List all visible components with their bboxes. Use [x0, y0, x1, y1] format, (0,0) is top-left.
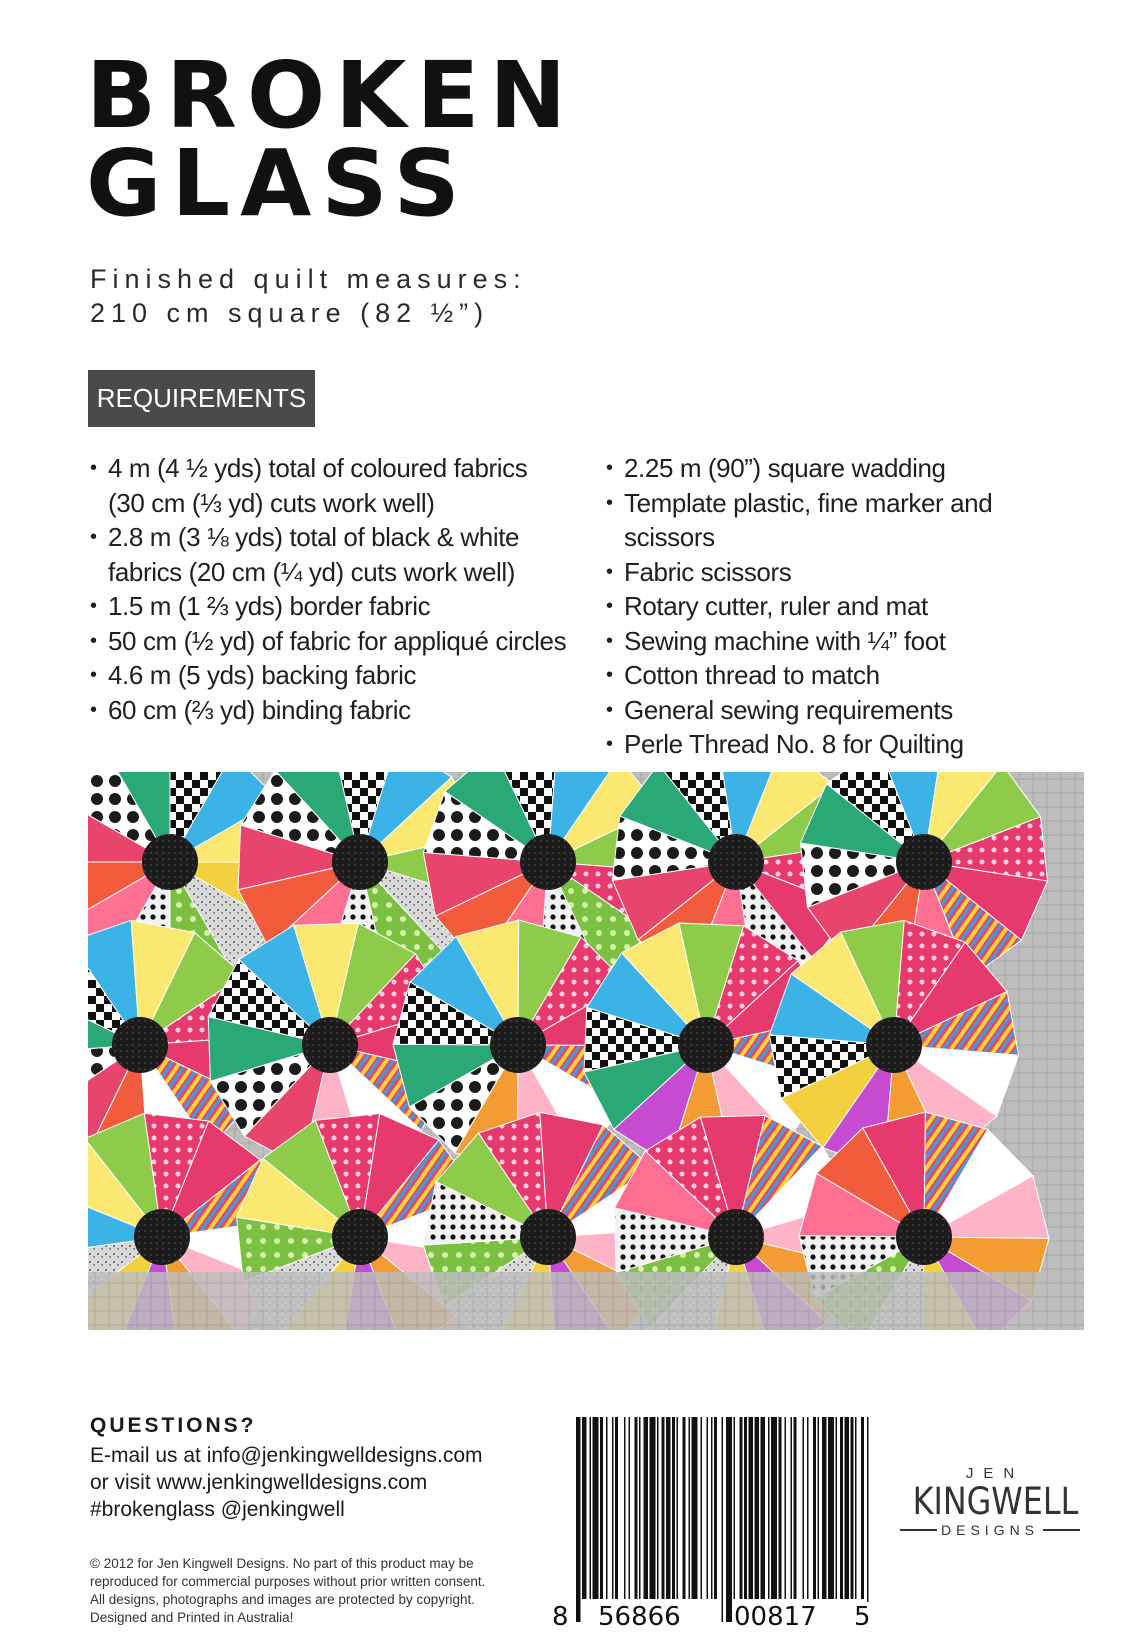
- requirement-right-item-text: • Sewing machine with ¼” foot: [624, 625, 946, 656]
- copyright-line-4: Designed and Printed in Australia!: [90, 1610, 294, 1625]
- requirement-right-item: [606, 624, 1086, 659]
- barcode-bar: [828, 1417, 834, 1599]
- pattern-title: [86, 42, 577, 237]
- barcode-bar: [818, 1417, 820, 1599]
- barcode-bar: [761, 1417, 766, 1599]
- barcode-bar: [714, 1417, 717, 1599]
- barcode-bar: [692, 1417, 698, 1599]
- logo-rule-right: [1043, 1529, 1080, 1531]
- barcode-bar: [666, 1417, 671, 1599]
- requirements-list-left: [90, 451, 570, 727]
- barcode-bar: [701, 1417, 703, 1599]
- barcode-bar: [768, 1417, 770, 1599]
- applique-circle: [332, 1209, 388, 1265]
- requirement-left-item-text: • 2.8 m (3 ⅛ yds) total of black & white: [108, 522, 520, 552]
- requirement-left-item-text: • 60 cm (⅔ yd) binding fabric: [108, 694, 411, 725]
- barcode-bar: [590, 1417, 592, 1599]
- finished-size-line-1: Finished quilt measures:: [90, 264, 527, 294]
- barcode-digit-last: 5: [854, 1602, 871, 1632]
- copyright-notice: [90, 1555, 550, 1627]
- barcode-bar: [807, 1417, 809, 1599]
- finished-size-line-2: 210 cm square (82 ½”): [90, 298, 490, 328]
- quilt-border-band: [88, 1272, 1084, 1330]
- finished-size: [90, 262, 527, 330]
- barcode-bar: [612, 1417, 614, 1599]
- requirement-left-item-text: • 1.5 m (1 ⅔ yds) border fabric: [108, 591, 431, 621]
- requirement-right-item: [606, 451, 1086, 486]
- applique-circle: [896, 1209, 952, 1265]
- logo-designs: DESIGNS: [941, 1522, 1040, 1538]
- barcode-bar: [836, 1417, 838, 1599]
- applique-circle: [134, 1209, 190, 1265]
- requirement-right-item: [606, 693, 1086, 728]
- barcode-bar: [867, 1417, 869, 1622]
- applique-circle: [708, 1209, 764, 1265]
- title-line-1: BROKEN: [86, 42, 577, 149]
- applique-circle: [896, 834, 952, 890]
- requirement-left-item-text: • 50 cm (½ yd) of fabric for appliqué circles: [108, 625, 567, 656]
- copyright-line-1: © 2012 for Jen Kingwell Designs. No part of this product may be: [90, 1556, 474, 1571]
- barcode-bar: [683, 1417, 686, 1599]
- barcode-bar: [855, 1417, 857, 1599]
- contact-email[interactable]: E-mail us at info@jenkingwelldesigns.com: [90, 1444, 483, 1467]
- barcode-bar: [791, 1417, 793, 1599]
- barcode-bar: [600, 1417, 603, 1599]
- requirement-right-item-text: • Rotary cutter, ruler and mat: [624, 591, 928, 621]
- barcode-bar: [689, 1417, 691, 1599]
- barcode-bar: [845, 1417, 850, 1599]
- applique-circle: [112, 1017, 168, 1073]
- barcode-bar: [677, 1417, 679, 1599]
- applique-circle: [302, 1017, 358, 1073]
- requirement-left-item: [90, 693, 570, 728]
- barcode-bar: [822, 1417, 827, 1599]
- requirement-right-item-text: • Template plastic, fine marker and scissors: [624, 487, 993, 552]
- requirement-left-item: [90, 589, 570, 624]
- barcode-bar: [744, 1417, 747, 1599]
- applique-circle: [520, 834, 576, 890]
- contact-social: #brokenglass @jenkingwell: [90, 1498, 345, 1521]
- requirement-right-item-text: • 2.25 m (90”) square wadding: [624, 453, 946, 483]
- requirement-right-item: [606, 555, 1086, 590]
- copyright-line-3: All designs, photographs and images are protected by copyright.: [90, 1592, 475, 1607]
- barcode-bar: [861, 1417, 864, 1599]
- requirement-right-item: [606, 486, 1086, 555]
- copyright-line-2: reproduced for commercial purposes without prior written consent.: [90, 1574, 486, 1589]
- brand-logo: [900, 1465, 1080, 1538]
- contact-website[interactable]: or visit www.jenkingwelldesigns.com: [90, 1471, 428, 1494]
- barcode-bar: [615, 1417, 618, 1599]
- requirement-left-item-text: • 4.6 m (5 yds) backing fabric: [108, 660, 417, 690]
- requirement-left-item-text: • 4 m (4 ½ yds) total of coloured fabrics: [108, 453, 528, 483]
- logo-rule-left: [900, 1529, 937, 1531]
- barcode-bar: [606, 1417, 608, 1599]
- requirement-right-item: [606, 658, 1086, 693]
- applique-circle: [520, 1209, 576, 1265]
- applique-circle: [678, 1017, 734, 1073]
- requirement-left-item-text-cont: fabrics (20 cm (¼ yd) cuts work well): [108, 556, 516, 587]
- logo-designs-row: [900, 1522, 1080, 1538]
- barcode-bar: [582, 1417, 587, 1599]
- requirement-right-item-text: • Fabric scissors: [624, 556, 792, 587]
- barcode-bar: [726, 1417, 732, 1622]
- requirement-left-item: [90, 520, 570, 589]
- barcode-bar: [779, 1417, 782, 1599]
- questions-heading: QUESTIONS?: [90, 1414, 257, 1437]
- requirement-right-item-text: • General sewing requirements: [624, 694, 953, 725]
- barcode-bar: [794, 1417, 797, 1599]
- title-line-2: GLASS: [86, 130, 470, 237]
- barcode-digits-right: 00817: [734, 1602, 817, 1632]
- requirement-right-item-text: • Perle Thread No. 8 for Quilting: [624, 729, 964, 759]
- barcode-bar: [624, 1417, 626, 1599]
- barcode-bar: [644, 1417, 649, 1599]
- barcode-number: [552, 1602, 874, 1636]
- requirements-heading: REQUIREMENTS: [88, 370, 315, 427]
- applique-circle: [708, 834, 764, 890]
- barcode-bar: [593, 1417, 599, 1599]
- applique-circle: [332, 834, 388, 890]
- barcode-bar: [803, 1417, 805, 1599]
- barcode-bar: [707, 1417, 709, 1599]
- barcode-bar: [629, 1417, 631, 1599]
- barcode-bar: [734, 1417, 736, 1599]
- barcode-bar: [740, 1417, 743, 1599]
- barcode-bar: [639, 1417, 641, 1599]
- requirement-right-item-text: • Cotton thread to match: [624, 660, 880, 690]
- requirement-left-item: [90, 451, 570, 520]
- requirement-left-item-text-cont: (30 cm (⅓ yd) cuts work well): [108, 487, 435, 518]
- quilt-illustration: [88, 772, 1084, 1330]
- barcode-digits-left: 56866: [598, 1602, 681, 1632]
- barcode: [574, 1417, 874, 1622]
- barcode-bar: [785, 1417, 787, 1599]
- barcode-bar: [851, 1417, 854, 1599]
- barcode-bar: [657, 1417, 659, 1599]
- applique-circle: [866, 1017, 922, 1073]
- logo-kingwell: KINGWELL: [912, 1480, 1079, 1523]
- contact-info: [90, 1442, 483, 1523]
- barcode-bar: [755, 1417, 760, 1599]
- barcode-bar: [635, 1417, 638, 1599]
- barcode-bar: [840, 1417, 843, 1599]
- applique-circle: [142, 834, 198, 890]
- logo-jen: JEN: [965, 1465, 1025, 1482]
- barcode-bar: [749, 1417, 754, 1599]
- requirement-left-item: [90, 624, 570, 659]
- barcode-bar: [722, 1417, 724, 1622]
- barcode-bar: [771, 1417, 777, 1599]
- requirement-right-item: [606, 589, 1086, 624]
- barcode-bar: [650, 1417, 656, 1599]
- barcode-bar: [711, 1417, 713, 1599]
- applique-circle: [490, 1017, 546, 1073]
- requirement-left-item: [90, 658, 570, 693]
- requirements-list-right: [606, 451, 1086, 762]
- barcode-bar: [672, 1417, 675, 1599]
- requirement-right-item: [606, 727, 1086, 762]
- barcode-bar: [813, 1417, 816, 1599]
- barcode-digit-first: 8: [552, 1602, 569, 1632]
- barcode-bar: [662, 1417, 665, 1599]
- barcode-bar: [576, 1417, 581, 1622]
- quilt-photo: [88, 772, 1084, 1330]
